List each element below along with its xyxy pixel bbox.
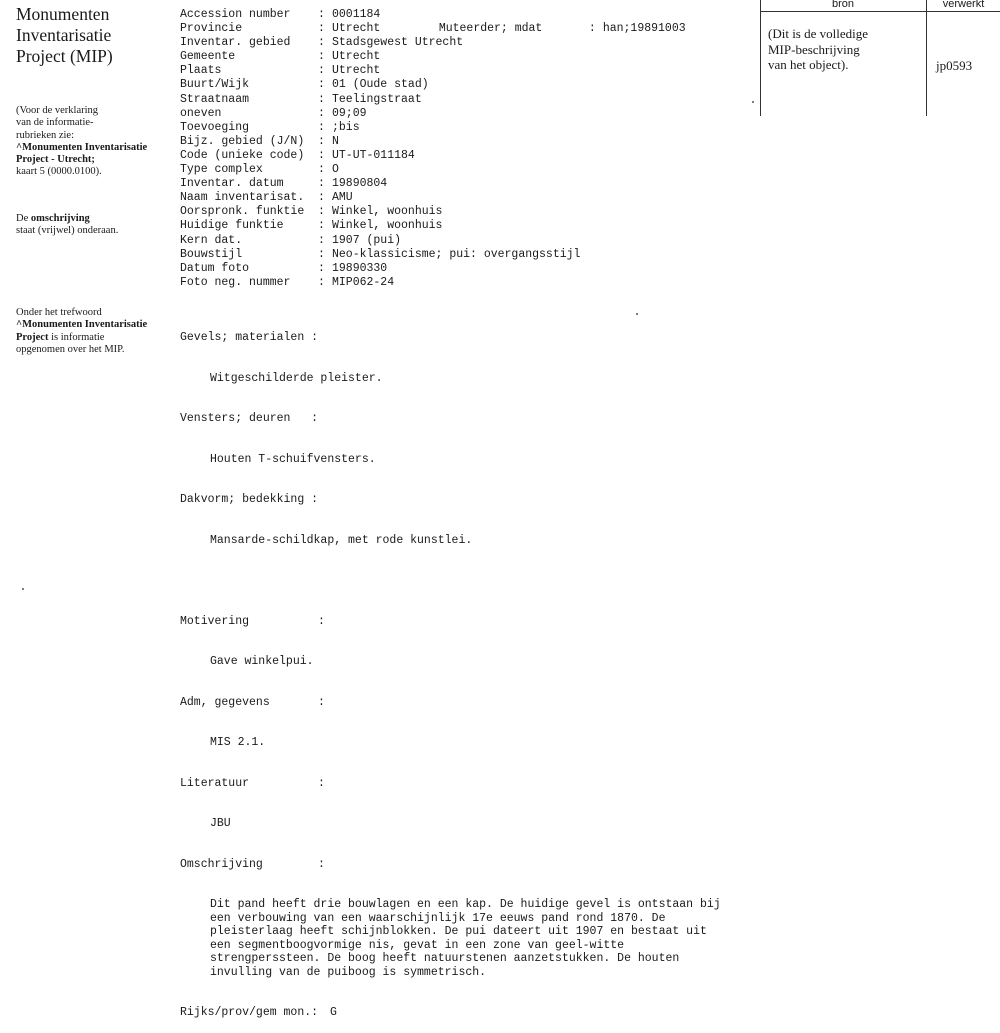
field-label: Oorspronk. funktie — [180, 205, 305, 219]
mutator-sep: : — [588, 22, 596, 36]
record-fields — [180, 8, 580, 290]
field-row — [180, 191, 580, 205]
section-omschrijving-label: Omschrijving — [180, 857, 263, 871]
field-value: AMU — [332, 191, 353, 205]
field-value: Teelingstraat — [332, 92, 422, 106]
field-label: Straatnaam — [180, 92, 250, 106]
section-vensters-text: Houten T-schuifvensters. — [210, 452, 376, 466]
record-sections — [180, 304, 721, 1033]
section-motivering-label: Motivering — [180, 614, 250, 628]
field-label: Huidige funktie — [180, 219, 284, 233]
field-row — [180, 107, 580, 121]
source-desc-line: MIP-beschrijving — [768, 41, 860, 57]
note-line: van de informatie- — [16, 117, 94, 129]
field-value: UT-UT-011184 — [332, 148, 415, 162]
description-line: een verbouwing van een waarschijnlijk 17e eeuws pand rond 1870. De — [210, 911, 666, 925]
field-label: Naam inventarisat. — [180, 191, 305, 205]
note-bold-line: Project - Utrecht; — [16, 154, 95, 166]
field-row — [180, 163, 580, 177]
field-label: Bouwstijl — [180, 247, 243, 261]
field-label: Bijz. gebied (J/N) — [180, 134, 305, 148]
note-line: (Voor de verklaring — [16, 105, 99, 116]
description-note — [16, 213, 166, 238]
note-bold: Project — [16, 331, 49, 343]
title-line-3: Project (MIP) — [16, 46, 113, 66]
source-header: bron — [831, 0, 855, 10]
source-description — [768, 26, 928, 73]
field-separator: : — [318, 247, 325, 261]
note-text: Onder het trefwoord — [16, 307, 102, 318]
field-label: Kern dat. — [180, 233, 243, 247]
section-literatuur-label: Literatuur — [180, 776, 250, 790]
note-bold: ^Monumenten Inventarisatie — [16, 319, 148, 331]
field-separator: : — [318, 233, 325, 247]
field-label: Code (unieke code) — [180, 148, 305, 162]
field-row — [180, 219, 580, 233]
description-text — [180, 898, 721, 979]
field-label: Foto neg. nummer — [180, 275, 291, 289]
field-separator: : — [318, 275, 325, 289]
field-value: ;bis — [332, 120, 360, 134]
field-label: Toevoeging — [180, 120, 250, 134]
field-label: Accession number — [180, 8, 291, 21]
field-separator: : — [318, 191, 325, 205]
field-row — [180, 262, 580, 276]
title-line-1: Monumenten — [16, 4, 110, 24]
description-line: strengperssteen. De boog heeft natuurstenen aanzetstukken. De houten — [210, 952, 680, 965]
field-value: Stadsgewest Utrecht — [332, 36, 464, 50]
mutator-value: han;19891003 — [602, 22, 686, 36]
processed-header: verwerkt — [942, 0, 985, 10]
field-value: Winkel, woonhuis — [332, 219, 443, 233]
field-label: Type complex — [180, 163, 263, 177]
source-desc-line: van het object). — [768, 57, 849, 72]
field-separator: : — [318, 36, 325, 50]
field-row — [180, 248, 580, 262]
section-adm-text: MIS 2.1. — [210, 736, 266, 749]
field-label: Provincie — [180, 22, 243, 36]
description-line: invulling van de puiboog is symmetrisch. — [210, 965, 487, 979]
field-value: MIP062-24 — [332, 275, 395, 289]
field-separator: : — [318, 205, 325, 219]
section-gevels-text: Witgeschilderde pleister. — [210, 371, 383, 385]
field-value: 0001184 — [332, 8, 381, 21]
field-label: Gemeente — [180, 50, 236, 64]
field-separator: : — [318, 92, 325, 106]
field-row — [180, 36, 580, 50]
field-row — [180, 205, 580, 219]
field-separator: : — [318, 78, 325, 92]
scan-speck — [636, 313, 638, 315]
field-separator: : — [318, 177, 325, 191]
keyword-note — [16, 307, 166, 356]
section-gevels-label: Gevels; materialen : — [180, 331, 319, 344]
note-line: kaart 5 (0000.0100). — [16, 166, 102, 178]
section-sep: : — [318, 857, 325, 871]
section-dakvorm-label: Dakvorm; bedekking : — [180, 493, 319, 506]
field-value: Winkel, woonhuis — [332, 205, 443, 219]
field-value: 01 (Oude stad) — [332, 78, 429, 92]
field-value: O — [332, 163, 339, 177]
description-line: Dit pand heeft drie bouwlagen en een kap. De huidige gevel is ontstaan bij — [210, 898, 721, 911]
note-text: De — [16, 213, 31, 224]
field-separator: : — [318, 148, 325, 162]
note-text: opgenomen over het MIP. — [16, 343, 125, 355]
note-text: staat (vrijwel) onderaan. — [16, 225, 119, 237]
source-desc-line: (Dit is de volledige — [768, 26, 869, 41]
section-rijks-label: Rijks/prov/gem mon.: — [180, 1006, 319, 1019]
field-separator: : — [318, 8, 325, 21]
field-value: Utrecht — [332, 50, 381, 64]
field-separator: : — [318, 219, 325, 233]
publication-title — [16, 4, 166, 67]
scan-speck — [752, 101, 754, 103]
description-line: een segmentboogvormige nis, gevat in een zone van geel-witte — [210, 938, 625, 952]
source-code: jp0593 — [936, 58, 973, 73]
section-motivering-text: Gave winkelpui. — [210, 655, 314, 668]
field-separator: : — [318, 120, 325, 134]
field-value: Utrecht — [332, 22, 381, 36]
note-bold-line: ^Monumenten Inventarisatie — [16, 141, 148, 153]
field-row — [180, 50, 580, 64]
source-table — [760, 0, 1000, 116]
field-separator: : — [318, 134, 325, 148]
field-value: N — [332, 134, 339, 148]
note-text: is informatie — [48, 331, 105, 343]
field-separator: : — [318, 64, 325, 78]
field-separator: : — [318, 163, 325, 177]
field-separator: : — [318, 22, 325, 36]
field-label: Inventar. datum — [180, 177, 284, 191]
field-label: oneven — [180, 106, 222, 120]
note-bold: omschrijving — [30, 213, 90, 224]
field-row — [180, 64, 580, 78]
field-value: Utrecht — [332, 64, 381, 78]
section-sep: : — [318, 614, 325, 628]
field-label: Buurt/Wijk — [180, 78, 250, 92]
section-rijks-value: G — [330, 1006, 337, 1019]
field-row — [180, 177, 580, 191]
mutator-field — [425, 8, 686, 36]
field-value: 19890330 — [332, 261, 388, 275]
field-row — [180, 234, 580, 248]
description-line: pleisterlaag heeft schijnblokken. De pui dateert uit 1907 en bestaat uit — [210, 925, 707, 938]
explanation-note — [16, 105, 166, 179]
field-row — [180, 135, 580, 149]
section-adm-label: Adm, gegevens — [180, 695, 270, 709]
note-line: rubrieken zie: — [16, 129, 75, 141]
field-row — [180, 93, 580, 107]
field-value: 19890804 — [332, 177, 388, 191]
field-row — [180, 149, 580, 163]
field-separator: : — [318, 50, 325, 64]
field-row — [180, 78, 580, 92]
field-value: 09;09 — [332, 106, 367, 120]
scan-speck — [22, 588, 24, 590]
field-separator: : — [318, 261, 325, 275]
section-sep: : — [318, 776, 325, 790]
field-row — [180, 276, 580, 290]
field-value: Neo-klassicisme; pui: overgangsstijl — [332, 247, 581, 261]
field-label: Datum foto — [180, 261, 250, 275]
section-literatuur-text: JBU — [210, 817, 231, 830]
title-line-2: Inventarisatie — [16, 25, 112, 45]
section-dakvorm-text: Mansarde-schildkap, met rode kunstlei. — [210, 533, 473, 547]
field-value: 1907 (pui) — [332, 233, 402, 247]
section-sep: : — [318, 695, 325, 709]
section-vensters-label: Vensters; deuren : — [180, 412, 319, 425]
field-row — [180, 121, 580, 135]
field-label: Plaats — [180, 64, 222, 78]
field-label: Inventar. gebied — [180, 36, 291, 50]
mutator-label: Muteerder; mdat — [438, 22, 543, 36]
field-separator: : — [318, 106, 325, 120]
